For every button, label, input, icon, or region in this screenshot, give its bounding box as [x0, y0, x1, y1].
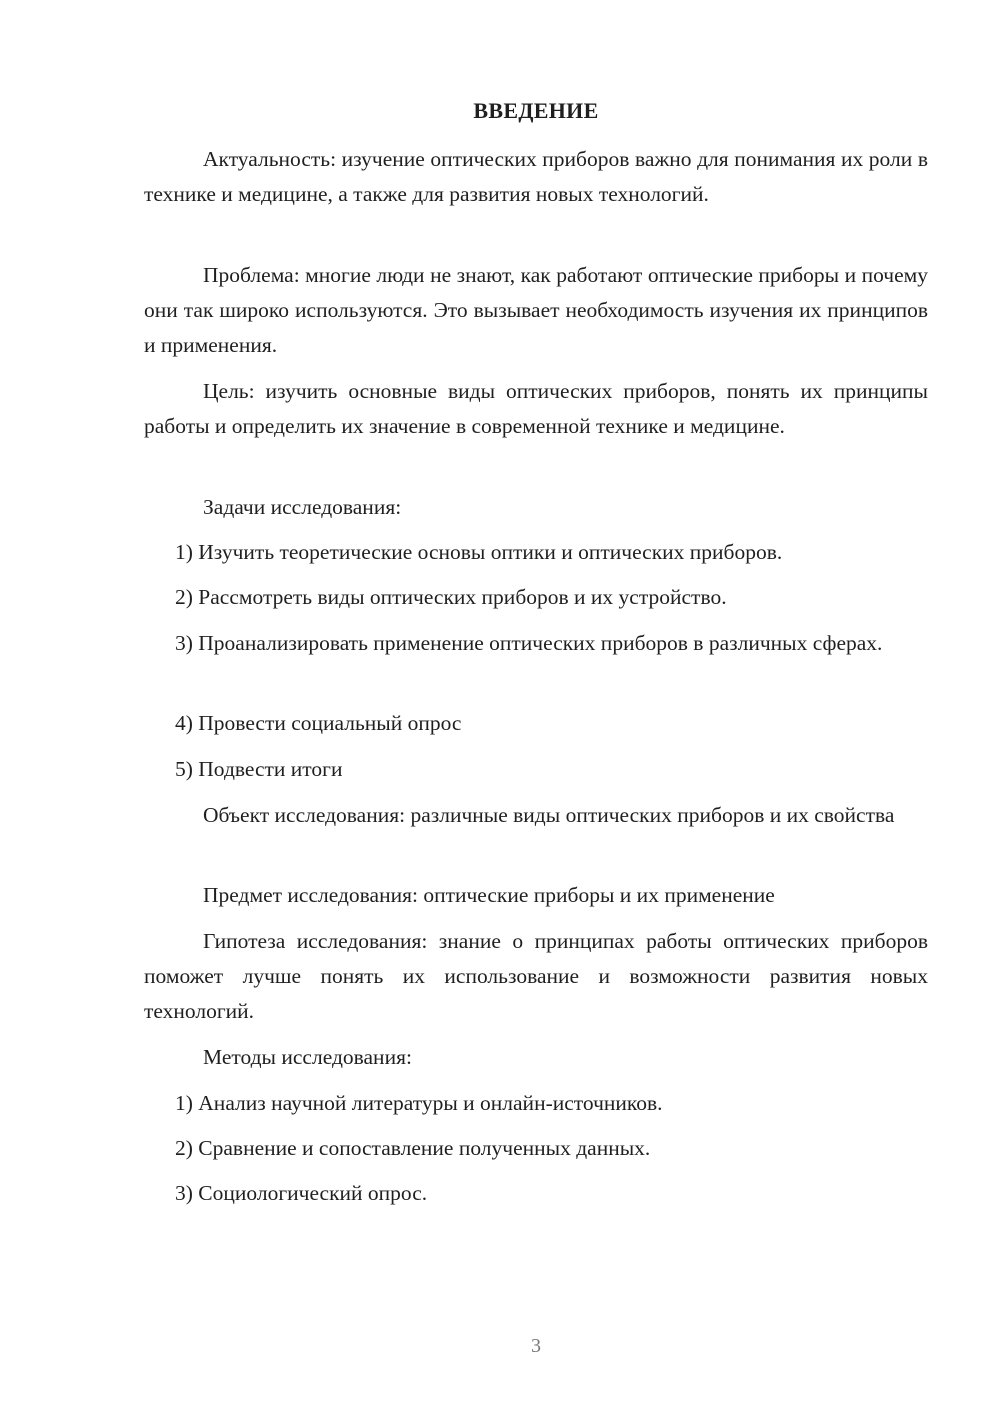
object-paragraph: Объект исследования: различные виды оптических приборов и их свойства — [203, 803, 895, 827]
method-item-1: 1) Анализ научной литературы и онлайн-источников. — [175, 1091, 663, 1115]
method-item-2: 2) Сравнение и сопоставление полученных данных. — [175, 1136, 651, 1160]
hypothesis-paragraph: Гипотеза исследования: знание о принципах работы оптических приборов поможет лучше понять их использование и возможности развития новых технологий. — [144, 929, 928, 1023]
relevance-paragraph: Актуальность: изучение оптических приборов важно для понимания их роли в технике и медицине, а также для развития новых технологий. — [144, 147, 928, 206]
task-item-3: 3) Проанализировать применение оптических приборов в различных сферах. — [175, 631, 883, 655]
task-item-1: 1) Изучить теоретические основы оптики и оптических приборов. — [175, 540, 783, 564]
method-item-3: 3) Социологический опрос. — [175, 1181, 428, 1205]
task-item-2: 2) Рассмотреть виды оптических приборов и их устройство. — [175, 585, 727, 609]
problem-paragraph: Проблема: многие люди не знают, как работают оптические приборы и почему они так широко используются. Это вызывает необходимость изучения их принципов и применения. — [144, 263, 928, 357]
section-heading: ВВЕДЕНИЕ — [473, 98, 599, 123]
subject-paragraph: Предмет исследования: оптические приборы и их применение — [203, 883, 775, 907]
task-item-4: 4) Провести социальный опрос — [175, 711, 462, 735]
task-item-5: 5) Подвести итоги — [175, 757, 343, 781]
goal-paragraph: Цель: изучить основные виды оптических приборов, понять их принципы работы и определить их значение в современной технике и медицине. — [144, 379, 928, 438]
tasks-label: Задачи исследования: — [203, 495, 402, 519]
page-number: 3 — [531, 1335, 541, 1357]
methods-label: Методы исследования: — [203, 1045, 412, 1069]
